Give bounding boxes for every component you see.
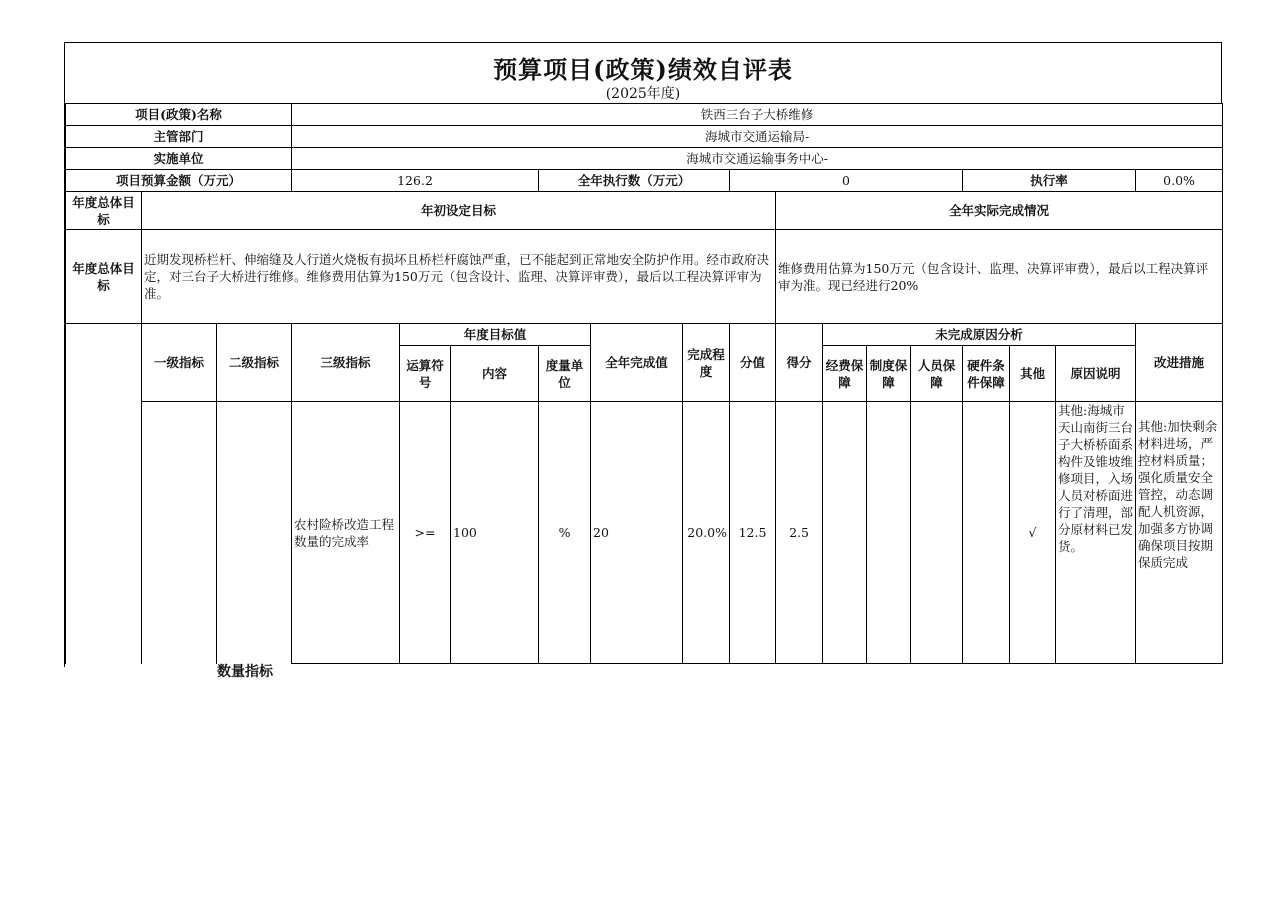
header-other: 其他 <box>1010 346 1056 402</box>
goal-content-row <box>66 230 1223 324</box>
unit-row <box>66 148 1223 170</box>
rate-value: 0.0% <box>1136 170 1223 192</box>
project-name-row <box>66 104 1223 126</box>
funding-cell <box>823 402 867 664</box>
header-system: 制度保障 <box>867 346 911 402</box>
header-level3: 三级指标 <box>292 324 400 402</box>
hardware-cell <box>963 402 1010 664</box>
header-reason-desc: 原因说明 <box>1056 346 1136 402</box>
unit-value: 海城市交通运输事务中心- <box>292 148 1223 170</box>
page-title: 预算项目(政策)绩效自评表 <box>493 55 793 84</box>
indicator-degree: 20.0% <box>683 402 730 664</box>
header-reasons: 未完成原因分析 <box>823 324 1136 346</box>
project-name-label: 项目(政策)名称 <box>66 104 292 126</box>
header-content: 内容 <box>451 346 539 402</box>
header-funding: 经费保障 <box>823 346 867 402</box>
dept-label: 主管部门 <box>66 126 292 148</box>
header-op: 运算符号 <box>400 346 451 402</box>
goal-set-text: 近期发现桥栏杆、伸缩缝及人行道火烧板有损坏且桥栏杆腐蚀严重，已不能起到正常地安全防护作用。经市政府决定，对三台子大桥进行维修。维修费用估算为150万元（包含设计、监理、决算评审费），最后以工程决算评审为准。 <box>142 230 776 324</box>
year-label: (2025年度) <box>605 86 681 102</box>
header-level2: 二级指标 <box>217 324 292 402</box>
improvement-measures: 其他:加快剩余材料进场，严控材料质量；强化质量安全管控，动态调配人机资源，加强多方协调确保项目按期保质完成 <box>1136 402 1223 664</box>
indicator-row <box>66 402 1223 664</box>
indicator-full-year: 20 <box>591 402 683 664</box>
evaluation-table <box>65 103 1223 664</box>
dept-value: 海城市交通运输局- <box>292 126 1223 148</box>
goal-set-label: 年初设定目标 <box>142 192 776 230</box>
goal-actual-text: 维修费用估算为150万元（包含设计、监理、决算评审费），最后以工程决算评审为准。现已经进行20% <box>776 230 1223 324</box>
project-name-value: 铁西三台子大桥维修 <box>292 104 1223 126</box>
level2-cell <box>217 402 292 664</box>
indicator-score-value: 12.5 <box>730 402 776 664</box>
header-hardware: 硬件条件保障 <box>963 346 1010 402</box>
other-check-mark: √ <box>1010 402 1056 664</box>
indicator-name: 农村险桥改造工程数量的完成率 <box>292 402 400 664</box>
level1-cell <box>142 402 217 664</box>
dept-row <box>66 126 1223 148</box>
unit-label: 实施单位 <box>66 148 292 170</box>
header-annual-target: 年度目标值 <box>400 324 591 346</box>
header-staff: 人员保障 <box>911 346 963 402</box>
indicator-unit: % <box>539 402 591 664</box>
budget-label: 项目预算金额（万元） <box>66 170 292 192</box>
header-unit: 度量单位 <box>539 346 591 402</box>
title-row <box>65 43 1222 104</box>
indicator-op: >= <box>400 402 451 664</box>
header-improve: 改进措施 <box>1136 324 1223 402</box>
self-evaluation-sheet <box>64 42 1222 680</box>
reason-description: 其他:海城市天山南街三台子大桥桥面系构件及锥坡维修项目，入场人员对桥面进行了清理，部分原材料已发货。 <box>1056 402 1136 664</box>
goal-header-left: 年度总体目标 <box>66 192 142 230</box>
exec-value: 0 <box>730 170 963 192</box>
rate-label: 执行率 <box>963 170 1136 192</box>
level2-label-cutoff: 数量指标 <box>217 664 273 680</box>
header-score: 得分 <box>776 324 823 402</box>
header-full-year: 全年完成值 <box>591 324 683 402</box>
staff-cell <box>911 402 963 664</box>
exec-label: 全年执行数（万元） <box>539 170 730 192</box>
header-degree: 完成程度 <box>683 324 730 402</box>
budget-value: 126.2 <box>292 170 539 192</box>
header-score-value: 分值 <box>730 324 776 402</box>
goal-header-row <box>66 192 1223 230</box>
indicator-side-cell <box>66 324 142 664</box>
header-level1: 一级指标 <box>142 324 217 402</box>
indicator-content: 100 <box>451 402 539 664</box>
goal-row-label: 年度总体目标 <box>66 230 142 324</box>
goal-actual-label: 全年实际完成情况 <box>776 192 1223 230</box>
indicator-score: 2.5 <box>776 402 823 664</box>
system-cell <box>867 402 911 664</box>
budget-row <box>66 170 1223 192</box>
indicator-header-row-1 <box>66 324 1223 346</box>
